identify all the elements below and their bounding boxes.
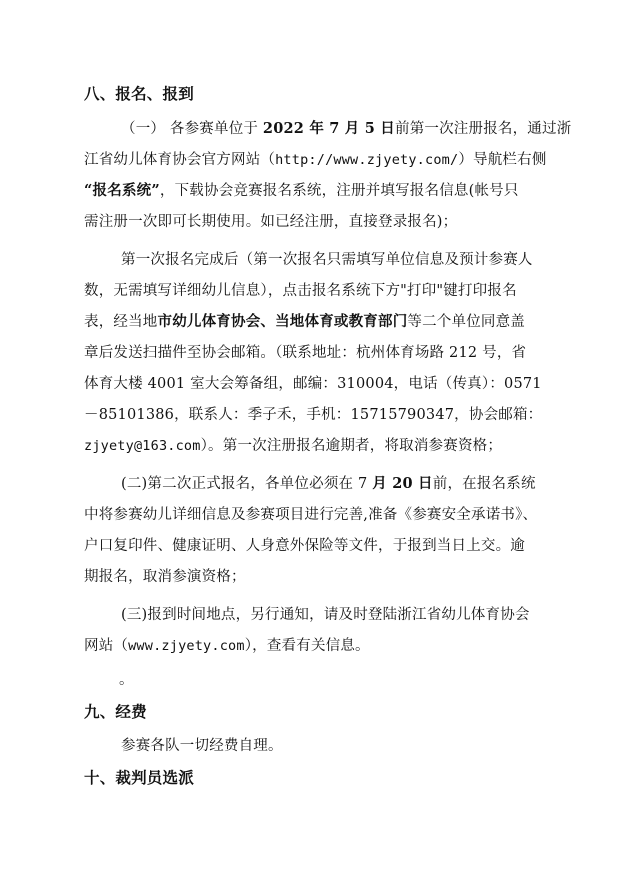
association-email: zjyety@163.com <box>84 438 201 454</box>
para-3-line-1: (二)第二次正式报名，各单位必须在 7 月 20 日前，在报名系统 <box>121 475 536 492</box>
section-10-heading: 十、裁判员选派 <box>84 768 194 787</box>
para-2-line-1: 第一次报名完成后（第一次报名只需填写单位信息及预计参赛人 <box>121 252 533 268</box>
para-2-line-2: 数，无需填写详细幼儿信息），点击报名系统下方"打印"键打印报名 <box>84 283 517 299</box>
para-2-line-5: 体育大楼 4001 室大会筹备组，邮编：310004，电话（传真）：0571 <box>84 376 542 392</box>
section-9-body: 参赛各队一切经费自理。 <box>121 738 283 754</box>
para-1-line-4: 需注册一次即可长期使用。如已经注册，直接登录报名)； <box>84 214 458 230</box>
stray-period: 。 <box>119 672 134 688</box>
registration-system-term: “报名系统” <box>84 182 160 199</box>
para-3-line-4: 期报名，取消参演资格； <box>84 569 246 585</box>
section-8-heading: 八、报名、报到 <box>84 84 194 103</box>
para-2-line-6: －85101386，联系人：季子禾，手机：15715790347，协会邮箱： <box>84 407 543 423</box>
para-1-line-1: （一） 各参赛单位于 2022 年 7 月 5 日前第一次注册报名，通过浙 <box>121 120 572 137</box>
para-2-line-4: 章后发送扫描件至协会邮箱。（联系地址：杭州体育场路 212 号，省 <box>84 345 527 361</box>
section-9-heading: 九、经费 <box>84 702 147 721</box>
para-3-line-2: 中将参赛幼儿详细信息及参赛项目进行完善,准备《参赛安全承诺书》、 <box>84 507 538 523</box>
website-url: www.zjyety.com <box>128 638 245 654</box>
para-2-line-3: 表，经当地市幼儿体育协会、当地体育或教育部门等二个单位同意盖 <box>84 313 526 330</box>
association-website-url: http://www.zjyety.com/ <box>275 152 459 168</box>
approving-bodies-term: 市幼儿体育协会、当地体育或教育部门 <box>157 313 408 330</box>
registration-deadline-date: 2022 年 7 月 5 日 <box>262 120 395 137</box>
para-2-line-7: zjyety@163.com）。第一次注册报名逾期者，将取消参赛资格； <box>84 438 503 454</box>
second-registration-date: 月 20 日 <box>372 475 433 492</box>
para-4-line-1: (三)报到时间地点，另行通知，请及时登陆浙江省幼儿体育协会 <box>121 607 530 623</box>
para-1-line-3: “报名系统”，下载协会竞赛报名系统，注册并填写报名信息(帐号只 <box>84 182 519 199</box>
para-3-line-3: 户口复印件、健康证明、人身意外保险等文件，于报到当日上交。逾 <box>84 538 525 554</box>
para-1-line-2: 江省幼儿体育协会官方网站（http://www.zjyety.com/）导航栏右侧 <box>84 152 547 168</box>
para-4-line-2: 网站（www.zjyety.com），查看有关信息。 <box>84 638 370 654</box>
